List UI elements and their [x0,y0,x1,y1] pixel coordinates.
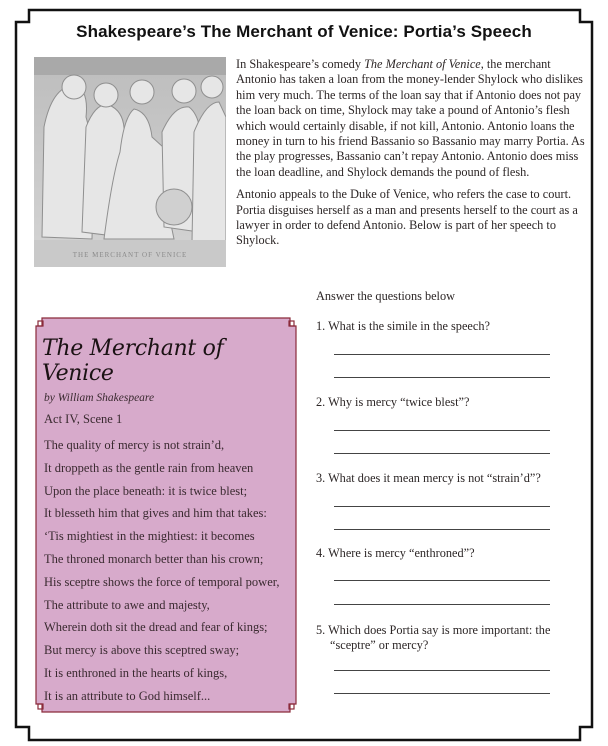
question-5-continued: “sceptre” or mercy? [330,638,429,652]
question-3: 3. What does it mean mercy is not “strain’d”? [316,471,541,485]
page-title: Shakespeare’s The Merchant of Venice: Portia’s Speech [76,22,532,41]
speech-play-title: The Merchant of Venice [42,336,224,386]
verse-line: It blesseth him that gives and him that takes: [44,506,267,521]
question-5: 5. Which does Portia say is more important: the [316,623,551,637]
verse-line: It is enthroned in the hearts of kings, [44,665,228,680]
question-1: 1. What is the simile in the speech? [316,319,490,333]
verse-line: The quality of mercy is not strain’d, [44,438,225,452]
answer-line-3a[interactable] [334,506,550,507]
relief-illustration [34,57,226,267]
answer-line-1a[interactable] [334,354,550,355]
speech-content [44,336,294,708]
answer-line-4b[interactable] [334,604,550,605]
relief-caption: THE MERCHANT OF VENICE [72,251,188,259]
intro-paragraph-2: Antonio appeals to the Duke of Venice, who refers the case to court. Portia disguises herself as a man and presents herself to the court as a lawyer in order to defend Antonio. Below is part of her speech to Shylock. [236,187,578,248]
relief-image [34,57,226,267]
intro-text-prefix: In Shakespeare’s comedy [236,57,365,71]
verse-line: But mercy is above this sceptred sway; [44,643,240,658]
speech-verse [44,434,294,708]
speech-byline: by William Shakespeare [44,392,155,404]
answer-line-5b[interactable] [334,693,550,694]
speech-scene: Act IV, Scene 1 [44,412,123,426]
verse-line: It is an attribute to God himself... [44,688,211,703]
questions-intro: Answer the questions below [316,289,456,303]
intro-paragraph-1 [236,57,592,180]
verse-line: His sceptre shows the force of temporal power, [44,574,280,589]
verse-line: Upon the place beneath: it is twice blest; [44,483,248,498]
answer-line-5a[interactable] [334,670,550,671]
verse-line: The throned monarch better than his crown; [44,551,264,566]
play-title-inline: The Merchant of Venice [364,57,481,71]
verse-line: Wherein doth sit the dread and fear of kings; [44,620,268,635]
answer-line-4a[interactable] [334,580,550,581]
intro-text-rest: , the merchant Antonio has taken a loan from the money-lender Shylock who dislikes him very much. The terms of the loan say that if Antonio does not pay the loan back on time, Shylock may take a pound of Antonio’s flesh which would certainly disable, if not kill, Antonio. Antonio loans the money in turn to his friend Bassanio so Bassanio may marry Portia. As the play progresses, Bassanio can’t repay Antonio. Antonio does miss the loan deadline, and Shylock demands the pound of flesh. [236,57,585,179]
question-4: 4. Where is mercy “enthroned”? [316,546,475,560]
answer-line-2b[interactable] [334,453,550,454]
question-2: 2. Why is mercy “twice blest”? [316,395,470,409]
answer-line-3b[interactable] [334,529,550,530]
intro-text [236,57,592,256]
verse-line: The attribute to awe and majesty, [44,597,210,612]
answer-line-1b[interactable] [334,377,550,378]
verse-line: It droppeth as the gentle rain from heaven [44,460,254,475]
answer-line-2a[interactable] [334,430,550,431]
verse-line: ‘Tis mightiest in the mightiest: it becomes [44,529,255,544]
